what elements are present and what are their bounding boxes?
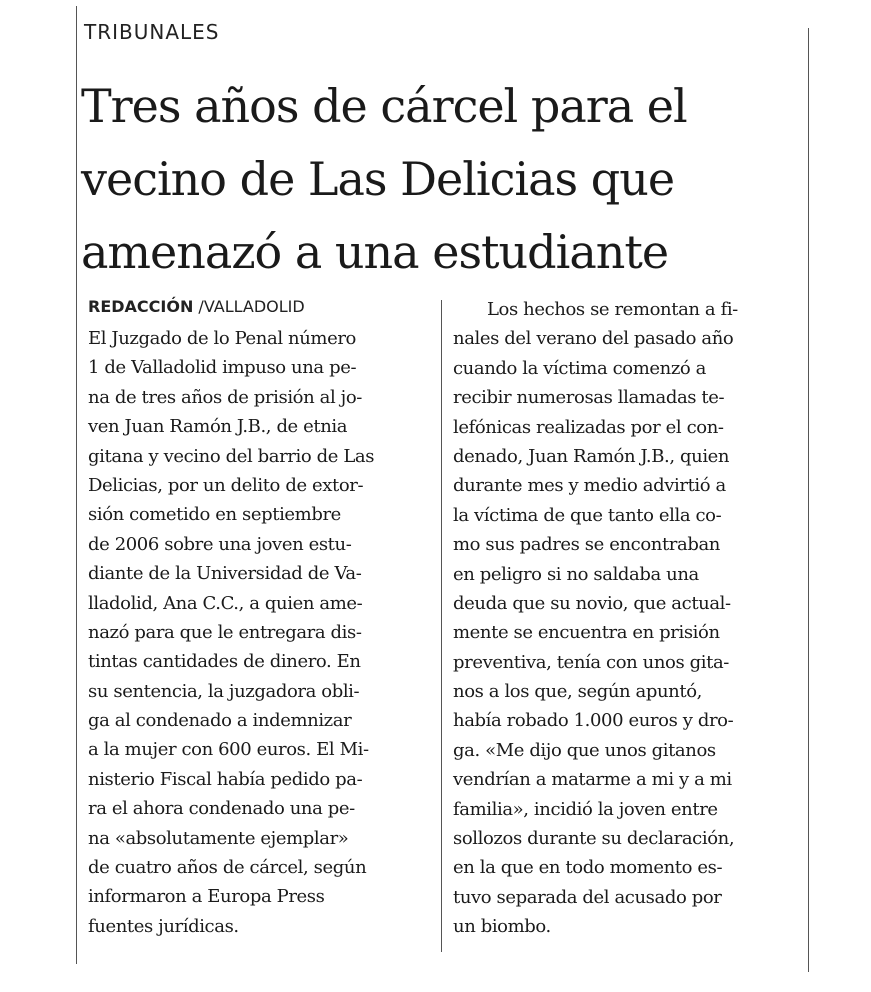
text-line: nales del verano del pasado año [453, 328, 734, 350]
text-line: vendrían a matarme a mi y a mi [453, 769, 732, 791]
text-line: informaron a Europa Press [88, 886, 325, 908]
text-line: lladolid, Ana C.C., a quien ame- [88, 592, 363, 614]
text-line: había robado 1.000 euros y dro- [453, 710, 734, 732]
text-line: de 2006 sobre una joven estu- [88, 533, 352, 555]
text-line: en la que en todo momento es- [453, 857, 723, 879]
text-line: a la mujer con 600 euros. El Mi- [88, 739, 369, 761]
text-line: su sentencia, la juzgadora obli- [88, 680, 360, 702]
text-line: de cuatro años de cárcel, según [88, 857, 367, 879]
text-line: diante de la Universidad de Va- [88, 563, 362, 585]
text-line: la víctima de que tanto ella co- [453, 504, 722, 526]
text-line: gitana y vecino del barrio de Las [88, 445, 375, 467]
text-line: Los hechos se remontan a fi- [487, 299, 738, 320]
text-line: recibir numerosas llamadas te- [453, 387, 725, 409]
text-line: nos a los que, según apuntó, [453, 681, 702, 703]
text-line: mo sus padres se encontraban [453, 534, 720, 556]
text-line: El Juzgado de lo Penal número [88, 328, 356, 349]
text-line: preventiva, tenía con unos gita- [453, 651, 729, 673]
text-line: sión cometido en septiembre [88, 504, 341, 526]
text-line: na «absolutamente ejemplar» [88, 827, 349, 849]
text-line: durante mes y medio advirtió a [453, 475, 726, 497]
text-line: fuentes jurídicas. [88, 915, 239, 937]
left-column-rule [76, 6, 77, 964]
byline [88, 297, 305, 316]
headline-line: amenazó a una estudiante [81, 225, 669, 279]
text-line: sollozos durante su declaración, [453, 828, 735, 850]
text-line: familia», incidió la joven entre [453, 798, 718, 820]
text-line: 1 de Valladolid impuso una pe- [88, 357, 357, 379]
byline-location: /VALLADOLID [193, 297, 305, 316]
text-line: ga al condenado a indemnizar [88, 710, 352, 732]
text-line: nisterio Fiscal había pedido pa- [88, 768, 363, 790]
text-line: lefónicas realizadas por el con- [453, 416, 724, 438]
text-line: nazó para que le entregara dis- [88, 621, 362, 643]
text-line: en peligro si no saldaba una [453, 563, 699, 585]
text-line: cuando la víctima comenzó a [453, 357, 707, 379]
headline-line: Tres años de cárcel para el [81, 79, 687, 133]
headline [81, 70, 801, 289]
text-line: tintas cantidades de dinero. En [88, 651, 361, 673]
text-line: na de tres años de prisión al jo- [88, 386, 362, 408]
headline-line: vecino de Las Delicias que [81, 152, 675, 206]
byline-author: REDACCIÓN [88, 297, 194, 316]
text-line: ven Juan Ramón J.B., de etnia [88, 416, 348, 438]
text-line: un biombo. [453, 916, 551, 938]
text-line: tuvo separada del acusado por [453, 886, 722, 908]
column-divider [441, 300, 442, 952]
article-column-left [88, 324, 374, 941]
text-line: mente se encuentra en prisión [453, 622, 720, 644]
article-column-right [453, 295, 738, 942]
text-line: ga. «Me dijo que unos gitanos [453, 739, 716, 761]
section-label: TRIBUNALES [84, 20, 220, 44]
text-line: Delicias, por un delito de extor- [88, 474, 364, 496]
text-line: deuda que su novio, que actual- [453, 592, 731, 614]
right-column-rule [808, 28, 809, 972]
text-line: ra el ahora condenado una pe- [88, 798, 355, 820]
text-line: denado, Juan Ramón J.B., quien [453, 445, 730, 467]
